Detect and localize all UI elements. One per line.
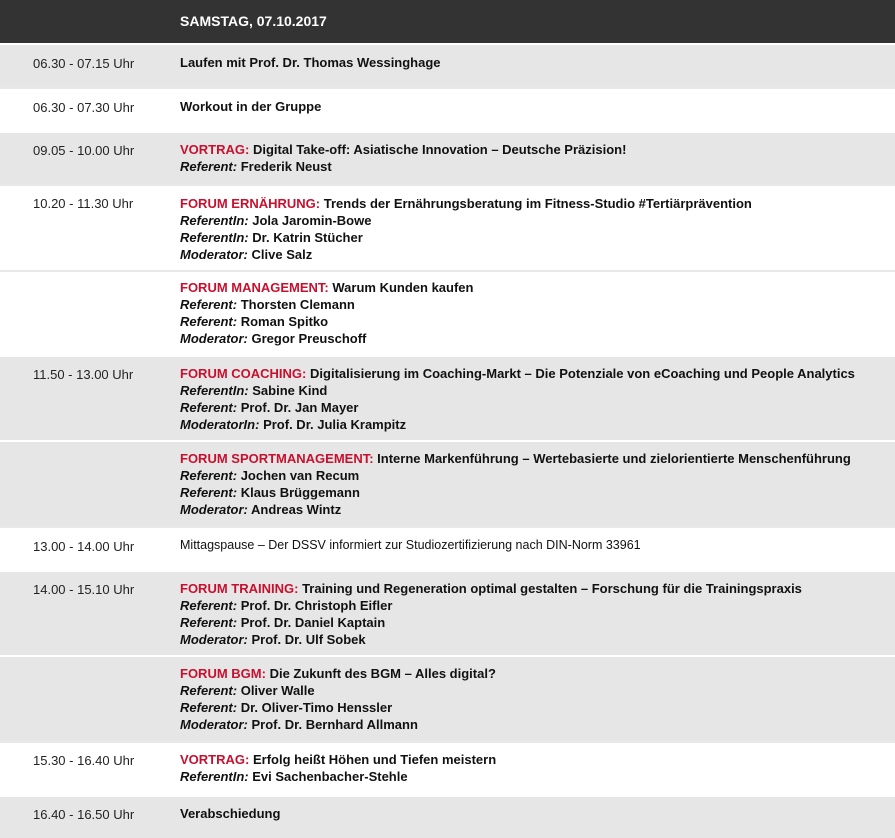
person-role: Referent:	[180, 400, 238, 415]
person-line	[180, 313, 889, 330]
person-line	[180, 631, 889, 648]
session-content	[180, 580, 889, 648]
person-name: Sabine Kind	[252, 383, 328, 398]
person-name: Evi Sachenbacher-Stehle	[252, 769, 408, 784]
person-line	[180, 330, 889, 347]
session-title-text: Warum Kunden kaufen	[332, 280, 474, 295]
person-line	[180, 399, 889, 416]
person-role: ModeratorIn:	[180, 417, 260, 432]
person-role: Referent:	[180, 314, 238, 329]
person-line	[180, 296, 889, 313]
session-title	[180, 141, 889, 158]
person-line	[180, 501, 889, 518]
session-type: FORUM ERNÄHRUNG:	[180, 196, 321, 211]
session-title-text: Die Zukunft des BGM – Alles digital?	[269, 666, 496, 681]
person-name: Gregor Preuschoff	[251, 331, 367, 346]
schedule-row	[0, 184, 895, 270]
schedule-row	[0, 570, 895, 655]
person-line	[180, 246, 889, 263]
session-type: VORTRAG:	[180, 752, 250, 767]
session-title: Mittagspause – Der DSSV informiert zur Studiozertifizierung nach DIN-Norm 33961	[180, 538, 641, 552]
person-name: Thorsten Clemann	[240, 297, 355, 312]
session-title-text: Erfolg heißt Höhen und Tiefen meistern	[252, 752, 497, 767]
person-name: Clive Salz	[251, 247, 313, 262]
person-name: Prof. Dr. Christoph Eifler	[240, 598, 393, 613]
session-title	[180, 365, 889, 382]
person-line	[180, 416, 889, 433]
time-slot: 11.50 - 13.00 Uhr	[33, 367, 134, 382]
session-content	[180, 751, 889, 785]
person-name: Prof. Dr. Jan Mayer	[240, 400, 359, 415]
session-title-text: Interne Markenführung – Wertebasierte und zielorientierte Menschenführung	[377, 451, 851, 466]
day-header-label: SAMSTAG, 07.10.2017	[180, 13, 327, 29]
person-line	[180, 382, 889, 399]
person-line	[180, 614, 889, 631]
session-content	[180, 54, 889, 71]
session-type: FORUM SPORTMANAGEMENT:	[180, 451, 374, 466]
schedule-row	[0, 270, 895, 355]
session-type: FORUM TRAINING:	[180, 581, 299, 596]
session-content	[180, 665, 889, 733]
person-role: Moderator:	[180, 331, 248, 346]
session-title	[180, 580, 889, 597]
person-role: ReferentIn:	[180, 383, 249, 398]
session-content	[180, 805, 889, 822]
person-name: Jola Jaromin-Bowe	[252, 213, 372, 228]
person-line	[180, 699, 889, 716]
person-line	[180, 467, 889, 484]
session-title-text: Digital Take-off: Asiatische Innovation – Deutsche Präzision!	[252, 142, 627, 157]
person-name: Prof. Dr. Ulf Sobek	[251, 632, 366, 647]
schedule-row	[0, 87, 895, 131]
person-role: Referent:	[180, 683, 238, 698]
person-role: Moderator:	[180, 247, 248, 262]
session-title: Verabschiedung	[180, 806, 281, 821]
session-type: FORUM COACHING:	[180, 366, 307, 381]
person-role: Referent:	[180, 468, 238, 483]
schedule-row	[0, 355, 895, 440]
person-line	[180, 597, 889, 614]
person-role: Referent:	[180, 485, 238, 500]
person-name: Dr. Oliver-Timo Henssler	[240, 700, 393, 715]
session-title-text: Trends der Ernährungsberatung im Fitness-Studio #Tertiärprävention	[323, 196, 752, 211]
person-line	[180, 158, 889, 175]
time-slot: 06.30 - 07.15 Uhr	[33, 56, 135, 71]
person-name: Prof. Dr. Julia Krampitz	[263, 417, 407, 432]
schedule-row	[0, 795, 895, 838]
session-content	[180, 195, 889, 263]
schedule-row	[0, 741, 895, 795]
person-role: Referent:	[180, 598, 238, 613]
person-role: Referent:	[180, 700, 238, 715]
session-content	[180, 365, 889, 433]
person-line	[180, 716, 889, 733]
session-title	[180, 450, 889, 467]
session-title	[180, 665, 889, 682]
person-name: Oliver Walle	[240, 683, 315, 698]
time-slot: 06.30 - 07.30 Uhr	[33, 100, 135, 115]
schedule-row	[0, 655, 895, 741]
person-role: Referent:	[180, 615, 238, 630]
session-title	[180, 279, 889, 296]
person-name: Andreas Wintz	[251, 502, 342, 517]
session-title-text: Training und Regeneration optimal gestalten – Forschung für die Trainingspraxis	[302, 581, 802, 596]
time-slot: 10.20 - 11.30 Uhr	[33, 196, 134, 211]
person-role: Moderator:	[180, 502, 248, 517]
person-name: Prof. Dr. Bernhard Allmann	[251, 717, 418, 732]
time-slot: 09.05 - 10.00 Uhr	[33, 143, 135, 158]
session-type: VORTRAG:	[180, 142, 250, 157]
person-name: Prof. Dr. Daniel Kaptain	[240, 615, 386, 630]
session-title: Workout in der Gruppe	[180, 99, 322, 114]
session-type: FORUM BGM:	[180, 666, 266, 681]
person-role: Referent:	[180, 159, 238, 174]
person-role: ReferentIn:	[180, 213, 249, 228]
time-slot: 16.40 - 16.50 Uhr	[33, 807, 135, 822]
person-name: Dr. Katrin Stücher	[252, 230, 363, 245]
session-title	[180, 195, 889, 212]
person-role: Moderator:	[180, 717, 248, 732]
session-title	[180, 751, 889, 768]
person-line	[180, 484, 889, 501]
time-slot: 13.00 - 14.00 Uhr	[33, 539, 135, 554]
session-content	[180, 279, 889, 347]
person-line	[180, 768, 889, 785]
person-line	[180, 212, 889, 229]
session-title: Laufen mit Prof. Dr. Thomas Wessinghage	[180, 55, 441, 70]
session-content	[180, 98, 889, 115]
person-name: Klaus Brüggemann	[240, 485, 360, 500]
person-name: Frederik Neust	[240, 159, 332, 174]
person-name: Jochen van Recum	[240, 468, 360, 483]
person-role: ReferentIn:	[180, 769, 249, 784]
person-line	[180, 682, 889, 699]
schedule-row	[0, 131, 895, 184]
time-slot: 15.30 - 16.40 Uhr	[33, 753, 135, 768]
session-content	[180, 141, 889, 175]
session-content	[180, 450, 889, 518]
schedule-row	[0, 43, 895, 87]
schedule-row	[0, 526, 895, 570]
person-role: Moderator:	[180, 632, 248, 647]
person-role: Referent:	[180, 297, 238, 312]
schedule-row	[0, 440, 895, 526]
day-header	[0, 0, 895, 43]
person-role: ReferentIn:	[180, 230, 249, 245]
session-content	[180, 537, 889, 554]
session-type: FORUM MANAGEMENT:	[180, 280, 329, 295]
time-slot: 14.00 - 15.10 Uhr	[33, 582, 135, 597]
person-name: Roman Spitko	[240, 314, 329, 329]
session-title-text: Digitalisierung im Coaching-Markt – Die Potenziale von eCoaching und People Analytics	[310, 366, 855, 381]
person-line	[180, 229, 889, 246]
